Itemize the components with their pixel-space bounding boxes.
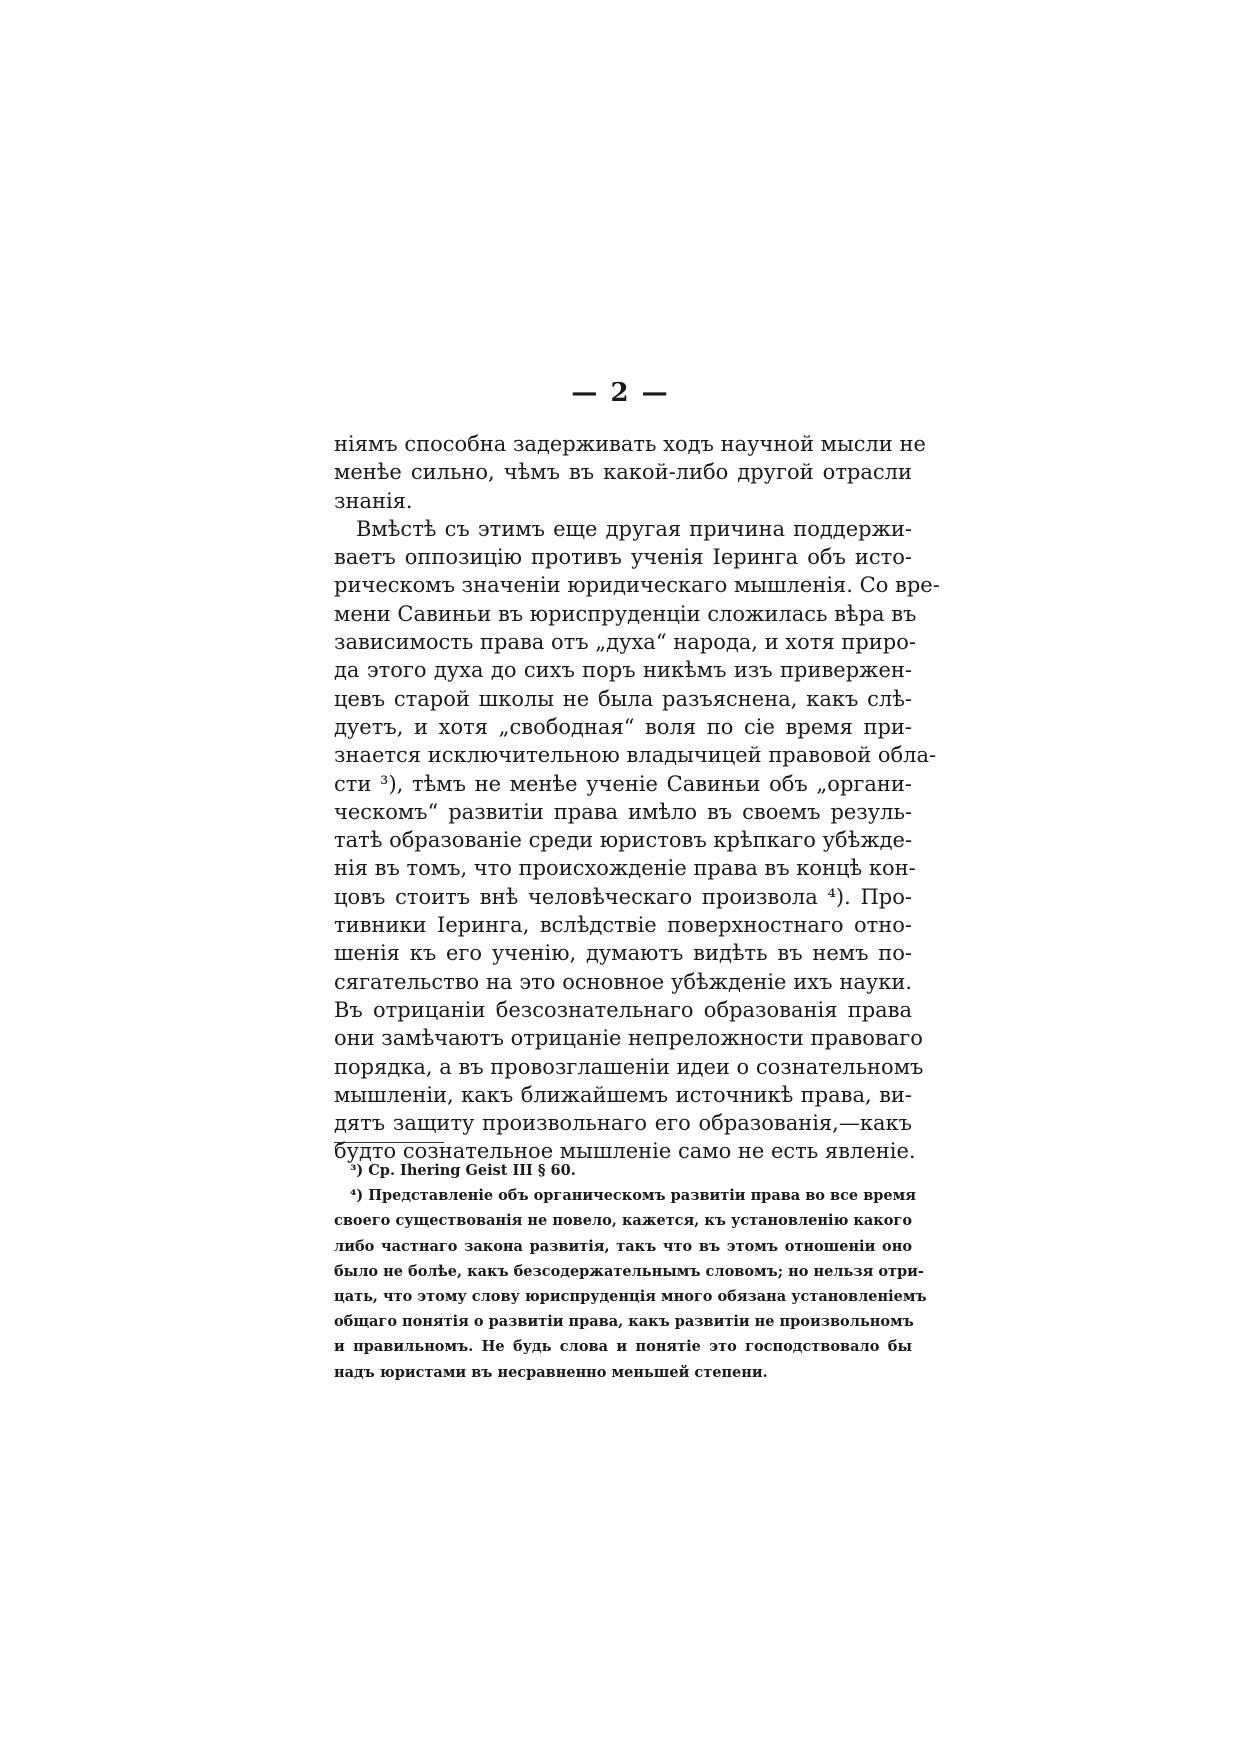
body-line: дятъ защиту произвольнаго его образованiя,—какъ: [334, 1111, 912, 1136]
body-line: тивники Iеринга, вслѣдствiе поверхностнаго отно-: [334, 913, 912, 938]
body-line: татѣ образованiе среди юристовъ крѣпкаго убѣжде-: [334, 828, 913, 853]
footnote-line: общаго понятiя о развитiи права, какъ развитiи не произвольномъ: [334, 1313, 914, 1331]
footnote-line: цать, что этому слову юриспруденцiя много обязана установленiемъ: [334, 1287, 927, 1305]
body-line: ваетъ оппозицiю противъ ученiя Iеринга объ исто-: [334, 545, 912, 570]
body-line: да этого духа до сихъ поръ никѣмъ изъ привержен-: [334, 658, 912, 683]
body-line: менѣе сильно, чѣмъ въ какой-либо другой отрасли: [334, 460, 912, 485]
body-line: Вмѣстѣ съ этимъ еще другая причина поддержи-: [356, 516, 912, 541]
body-line: знанiя.: [334, 488, 413, 513]
body-line: сягательство на это основное убѣжденiе ихъ науки.: [334, 969, 912, 994]
footnote-line: надъ юристами въ несравненно меньшей степени.: [334, 1363, 768, 1381]
body-line: мышленiи, какъ ближайшемъ источникѣ права, ви-: [334, 1082, 912, 1107]
body-line: дуетъ, и хотя „свободная“ воля по сiе время при-: [334, 714, 912, 739]
footnote-line: ³) Cp. Ihering Geist III § 60.: [350, 1162, 576, 1179]
body-line: рическомъ значенiи юридическаго мышленiя. Со вре-: [334, 573, 940, 598]
page-number: — 2 —: [571, 378, 670, 408]
body-line: знается исключительною владычицей правовой обла-: [334, 743, 937, 768]
body-line: цовъ стоитъ внѣ человѣческаго произвола ⁴). Про-: [334, 884, 912, 909]
footnote-divider: [334, 1142, 444, 1143]
body-line: цевъ старой школы не была разъяснена, какъ слѣ-: [334, 686, 912, 711]
body-line: шенiя къ его ученiю, думаютъ видѣть въ немъ по-: [334, 941, 912, 966]
footnote-line: своего существованiя не повело, кажется, къ установленiю какого: [334, 1212, 912, 1230]
footnote-line: было не болѣе, какъ безсодержательнымъ словомъ; но нельзя отри-: [334, 1262, 924, 1280]
footnote-line: либо частнаго закона развитiя, такъ что въ этомъ отношенiи оно: [334, 1237, 912, 1255]
body-line: Въ отрицанiи безсознательнаго образованiя права: [334, 997, 912, 1022]
footnotes: [334, 1158, 927, 1385]
body-line: нiя въ томъ, что происхожденiе права въ концѣ кон-: [334, 856, 916, 881]
body-line: будто сознательное мышленiе само не есть явленiе.: [334, 1139, 916, 1164]
footnote-line: и правильномъ. Не будь слова и понятiе это господствовало бы: [334, 1338, 912, 1356]
body-line: ческомъ“ развитiи права имѣло въ своемъ резуль-: [334, 799, 912, 824]
body-line: они замѣчаютъ отрицанiе непреложности правоваго: [334, 1026, 923, 1051]
body-line: сти ³), тѣмъ не менѣе ученiе Савиньи объ „органи-: [334, 771, 912, 796]
body-line: нiямъ способна задерживать ходъ научной мысли не: [334, 432, 926, 456]
footnote-line: ⁴) Представленiе объ органическомъ развитiи права во все время: [350, 1187, 916, 1205]
body-text: [334, 430, 940, 1166]
body-line: зависимость права отъ „духа“ народа, и хотя приро-: [334, 630, 916, 655]
body-line: порядка, а въ провозглашенiи идеи о сознательномъ: [334, 1054, 924, 1079]
body-line: мени Савиньи въ юриспруденцiи сложилась вѣра въ: [334, 601, 917, 626]
